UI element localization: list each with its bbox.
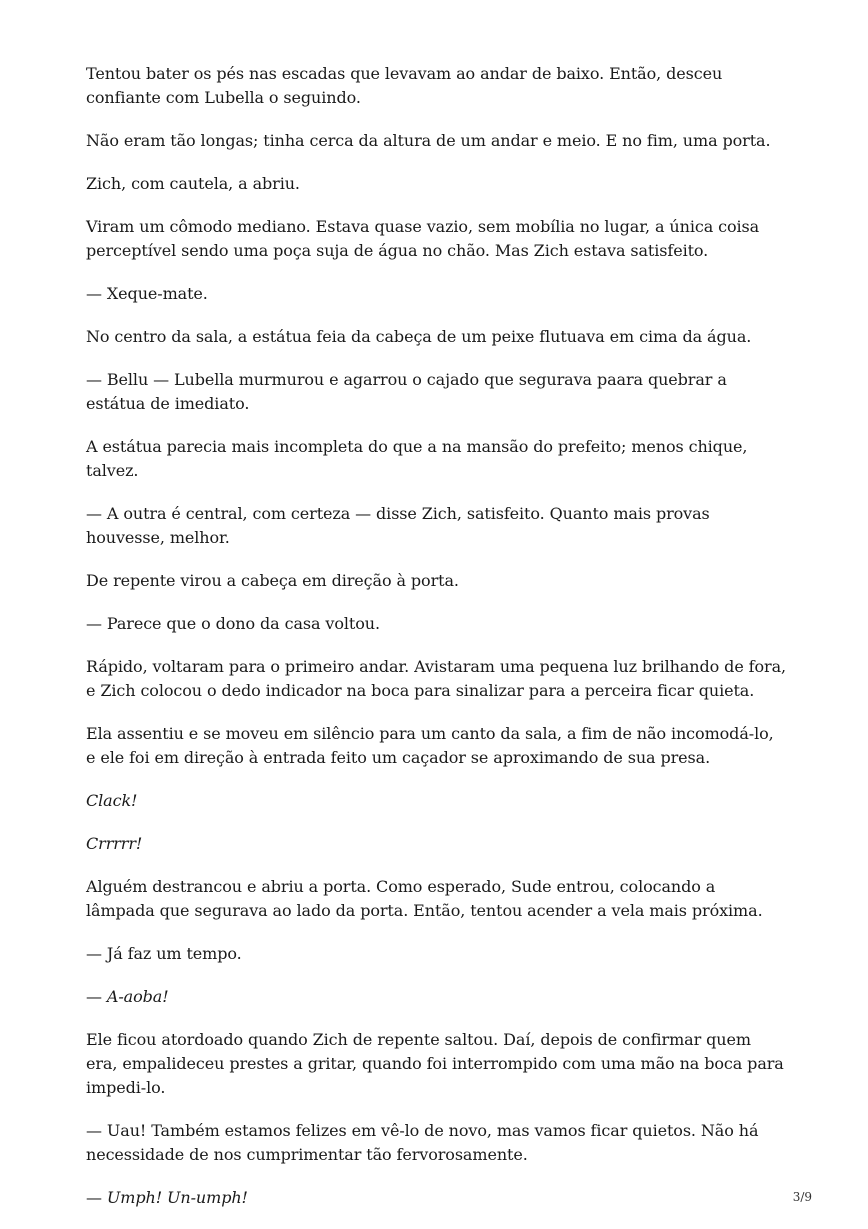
paragraph: Tentou bater os pés nas escadas que levavam ao andar de baixo. Então, desceu confiante com Lubella o seguindo.: [86, 64, 723, 107]
sound-effect: Clack!: [86, 791, 138, 810]
paragraph: Alguém destrancou e abriu a porta. Como esperado, Sude entrou, colocando a lâmpada que segurava ao lado da porta. Então, tentou acender a vela mais próxima.: [86, 877, 763, 920]
paragraph: Ele ficou atordoado quando Zich de repente saltou. Daí, depois de confirmar quem era, empalideceu prestes a gritar, quando foi interrompido com uma mão na boca para impedi-lo.: [86, 1030, 784, 1097]
dialogue-text: A-aoba!: [106, 987, 169, 1006]
paragraph: No centro da sala, a estátua feia da cabeça de um peixe flutuava em cima da água.: [86, 327, 752, 346]
paragraph: A estátua parecia mais incompleta do que a na mansão do prefeito; menos chique, talvez.: [86, 437, 748, 480]
dialogue-text: Umph! Un-umph!: [106, 1188, 248, 1207]
dialogue-line: [86, 985, 786, 1009]
paragraph: — Parece que o dono da casa voltou.: [86, 614, 380, 633]
dialogue-dash: —: [86, 987, 102, 1006]
paragraph: De repente virou a cabeça em direção à porta.: [86, 571, 459, 590]
document-body: [86, 62, 786, 1229]
paragraph: — A outra é central, com certeza — disse Zich, satisfeito. Quanto mais provas houvesse, melhor.: [86, 504, 710, 547]
sound-effect: Crrrrr!: [86, 834, 143, 853]
page-number: 3/9: [792, 1190, 812, 1204]
paragraph: — Xeque-mate.: [86, 284, 208, 303]
paragraph: Não eram tão longas; tinha cerca da altura de um andar e meio. E no fim, uma porta.: [86, 131, 771, 150]
paragraph: Rápido, voltaram para o primeiro andar. Avistaram uma pequena luz brilhando de fora, e Zich colocou o dedo indicador na boca para sinalizar para a perceira ficar quieta.: [86, 657, 786, 700]
paragraph: Viram um cômodo mediano. Estava quase vazio, sem mobília no lugar, a única coisa perceptível sendo uma poça suja de água no chão. Mas Zich estava satisfeito.: [86, 217, 760, 260]
paragraph: — Uau! Também estamos felizes em vê-lo de novo, mas vamos ficar quietos. Não há necessidade de nos cumprimentar tão fervorosamente.: [86, 1121, 759, 1164]
paragraph: Ela assentiu e se moveu em silêncio para um canto da sala, a fim de não incomodá-lo, e ele foi em direção à entrada feito um caçador se aproximando de sua presa.: [86, 724, 774, 767]
paragraph: — Já faz um tempo.: [86, 944, 242, 963]
dialogue-line: [86, 1186, 786, 1210]
paragraph: Zich, com cautela, a abriu.: [86, 174, 300, 193]
dialogue-dash: —: [86, 1188, 102, 1207]
paragraph: — Bellu — Lubella murmurou e agarrou o cajado que segurava paara quebrar a estátua de imediato.: [86, 370, 727, 413]
